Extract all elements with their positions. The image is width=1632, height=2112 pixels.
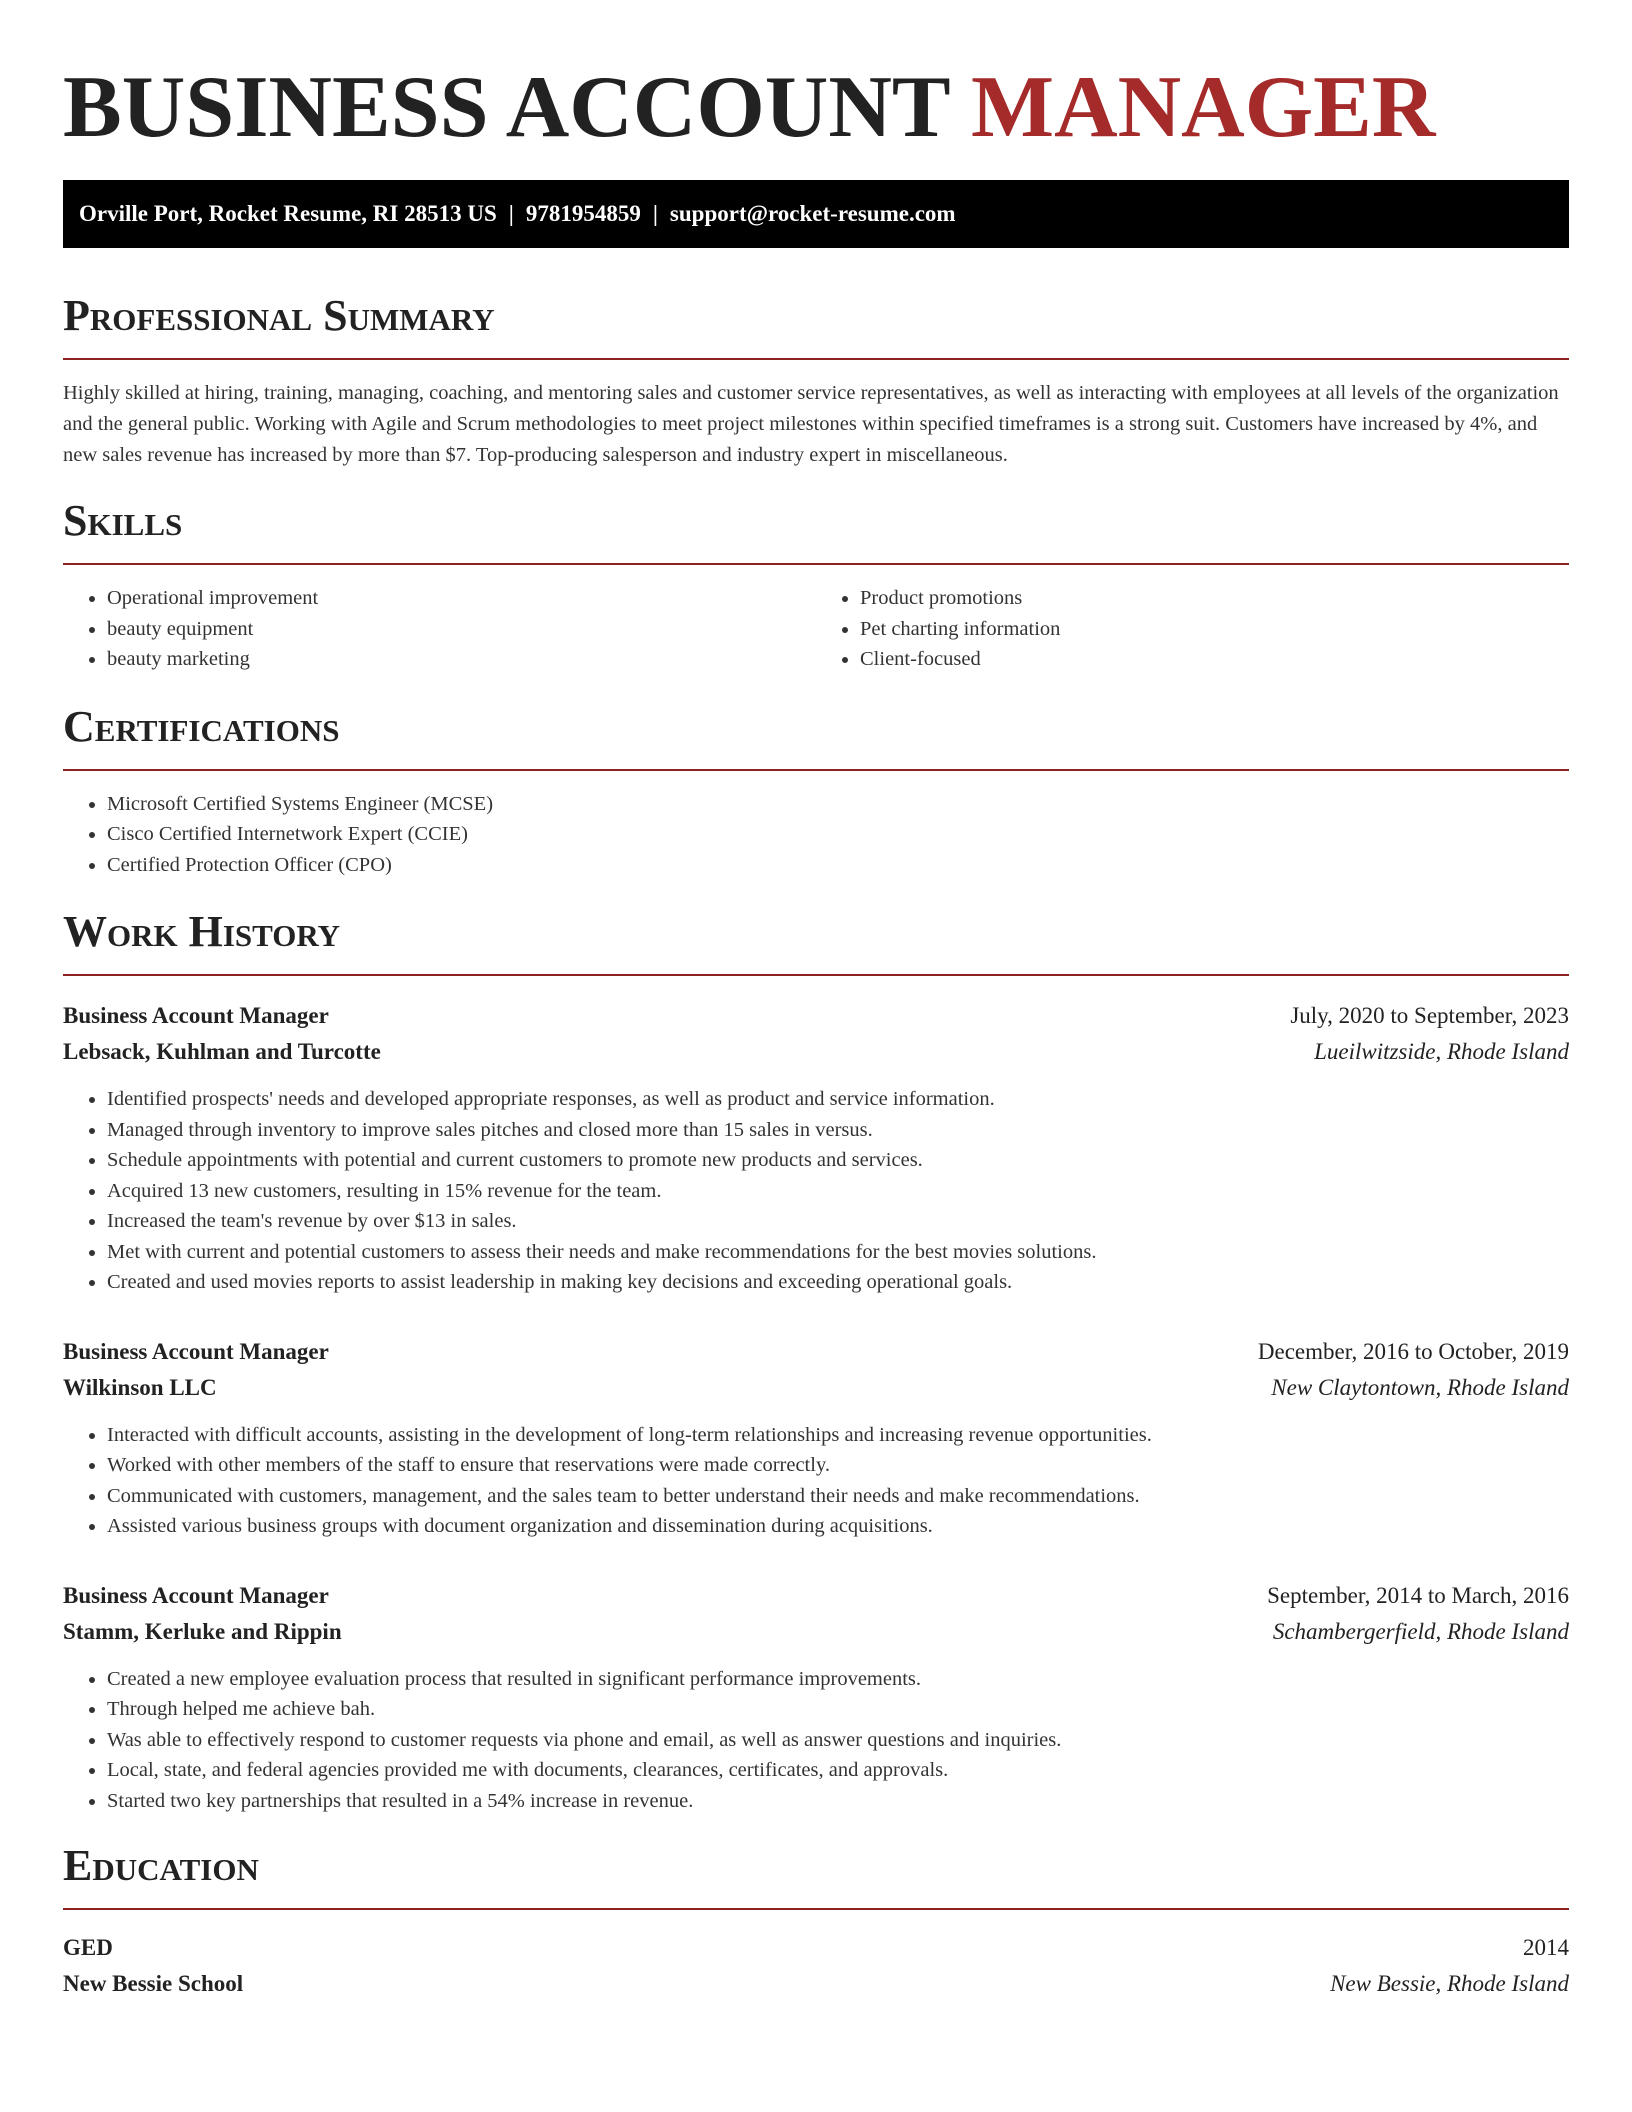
section-divider: [63, 769, 1569, 771]
job-dates: December, 2016 to October, 2019: [1257, 1338, 1569, 1364]
job-bullet: • Through helped me achieve bah.: [107, 1694, 1569, 1725]
contact-phone: 9781954859: [525, 201, 641, 226]
job-bullets: [63, 1664, 1569, 1817]
contact-email: support@rocket-resume.com: [669, 201, 956, 226]
skills-column-right: [816, 583, 1569, 675]
resume-title: [63, 56, 1569, 170]
job-bullet: • Worked with other members of the staff to ensure that reservations were made correctly.: [107, 1450, 1569, 1481]
contact-separator: |: [652, 201, 658, 226]
job-bullet: • Identified prospects' needs and developed appropriate responses, as well as product and service information.: [107, 1084, 1569, 1115]
job-location: Schambergerfield, Rhode Island: [1272, 1618, 1569, 1644]
section-title-education: Education: [63, 1841, 259, 1890]
title-accent: MANAGER: [971, 59, 1436, 156]
skill-item: • Operational improvement: [107, 583, 816, 614]
section-title-skills: Skills: [63, 496, 183, 545]
skill-item: • Product promotions: [860, 583, 1569, 614]
job-title: Business Account Manager: [63, 1003, 329, 1028]
job-bullet: • Increased the team's revenue by over $13 in sales.: [107, 1206, 1569, 1237]
education-entry: [63, 1930, 1569, 2002]
job-dates: September, 2014 to March, 2016: [1267, 1582, 1569, 1608]
job-bullet: • Acquired 13 new customers, resulting in 15% revenue for the team.: [107, 1176, 1569, 1207]
job-bullet: • Created a new employee evaluation process that resulted in significant performance improvements.: [107, 1664, 1569, 1695]
job-bullet: • Managed through inventory to improve sales pitches and closed more than 15 sales in versus.: [107, 1115, 1569, 1146]
job-company: Wilkinson LLC: [63, 1374, 217, 1400]
job-bullet: • Created and used movies reports to assist leadership in making key decisions and exceeding operational goals.: [107, 1267, 1569, 1298]
education-school: New Bessie School: [63, 1971, 244, 1996]
job-location: New Claytontown, Rhode Island: [1271, 1374, 1569, 1400]
job-company: Lebsack, Kuhlman and Turcotte: [63, 1039, 381, 1064]
contact-bar: [63, 180, 1569, 248]
job-bullet: • Schedule appointments with potential and current customers to promote new products and services.: [107, 1145, 1569, 1176]
job-bullet: • Was able to effectively respond to customer requests via phone and email, as well as answer questions and inquiries.: [107, 1725, 1569, 1756]
job-bullet: • Interacted with difficult accounts, assisting in the development of long-term relationships and increasing revenue opportunities.: [107, 1420, 1569, 1451]
skill-item: • Client-focused: [860, 644, 1569, 675]
job-entry: [63, 1334, 1569, 1542]
job-bullet: • Local, state, and federal agencies provided me with documents, clearances, certificates, and approvals.: [107, 1755, 1569, 1786]
section-divider: [63, 974, 1569, 976]
job-entry: [63, 998, 1569, 1298]
skill-item: • Pet charting information: [860, 614, 1569, 645]
skills-column-left: [63, 583, 816, 675]
education-degree: GED: [63, 1935, 113, 1960]
skills-list: [63, 565, 1569, 675]
certification-item: • Certified Protection Officer (CPO): [107, 850, 1569, 881]
education-year: 2014: [1523, 1935, 1569, 1960]
title-main: BUSINESS ACCOUNT: [63, 59, 950, 156]
section-title-certifications: Certifications: [63, 701, 340, 751]
job-bullet: • Communicated with customers, management, and the sales team to better understand their needs and make recommendations.: [107, 1481, 1569, 1512]
contact-separator: |: [508, 201, 514, 226]
job-bullets: [63, 1084, 1569, 1298]
education-location: New Bessie, Rhode Island: [1330, 1971, 1569, 1996]
job-bullets: [63, 1420, 1569, 1542]
job-title: Business Account Manager: [63, 1338, 329, 1364]
contact-address: Orville Port, Rocket Resume, RI 28513 US: [79, 201, 497, 226]
skill-item: • beauty marketing: [107, 644, 816, 675]
job-dates: July, 2020 to September, 2023: [1290, 1003, 1569, 1028]
job-bullet: • Assisted various business groups with document organization and dissemination during acquisitions.: [107, 1511, 1569, 1542]
section-divider: [63, 1908, 1569, 1910]
job-title: Business Account Manager: [63, 1582, 329, 1608]
job-entry: [63, 1578, 1569, 1817]
certification-item: • Microsoft Certified Systems Engineer (MCSE): [107, 789, 1569, 820]
job-location: Lueilwitzside, Rhode Island: [1314, 1039, 1569, 1064]
certifications-list: [63, 789, 1569, 881]
skill-item: • beauty equipment: [107, 614, 816, 645]
summary-text: Highly skilled at hiring, training, managing, coaching, and mentoring sales and customer service representatives, as well as interacting with employees at all levels of the organization and the general public. Working with Agile and Scrum methodologies to meet project milestones within specified timeframes is a strong suit. Customers have increased by 4%, and new sales revenue has increased by more than $7. Top-producing salesperson and industry expert in miscellaneous.: [63, 382, 1559, 466]
job-bullet: • Started two key partnerships that resulted in a 54% increase in revenue.: [107, 1786, 1569, 1817]
section-divider: [63, 358, 1569, 360]
section-title-work-history: Work History: [63, 907, 341, 956]
job-bullet: • Met with current and potential customers to assess their needs and make recommendations for the best movies solutions.: [107, 1237, 1569, 1268]
certification-item: • Cisco Certified Internetwork Expert (CCIE): [107, 819, 1569, 850]
job-company: Stamm, Kerluke and Rippin: [63, 1618, 342, 1644]
section-title-summary: Professional Summary: [63, 291, 495, 340]
